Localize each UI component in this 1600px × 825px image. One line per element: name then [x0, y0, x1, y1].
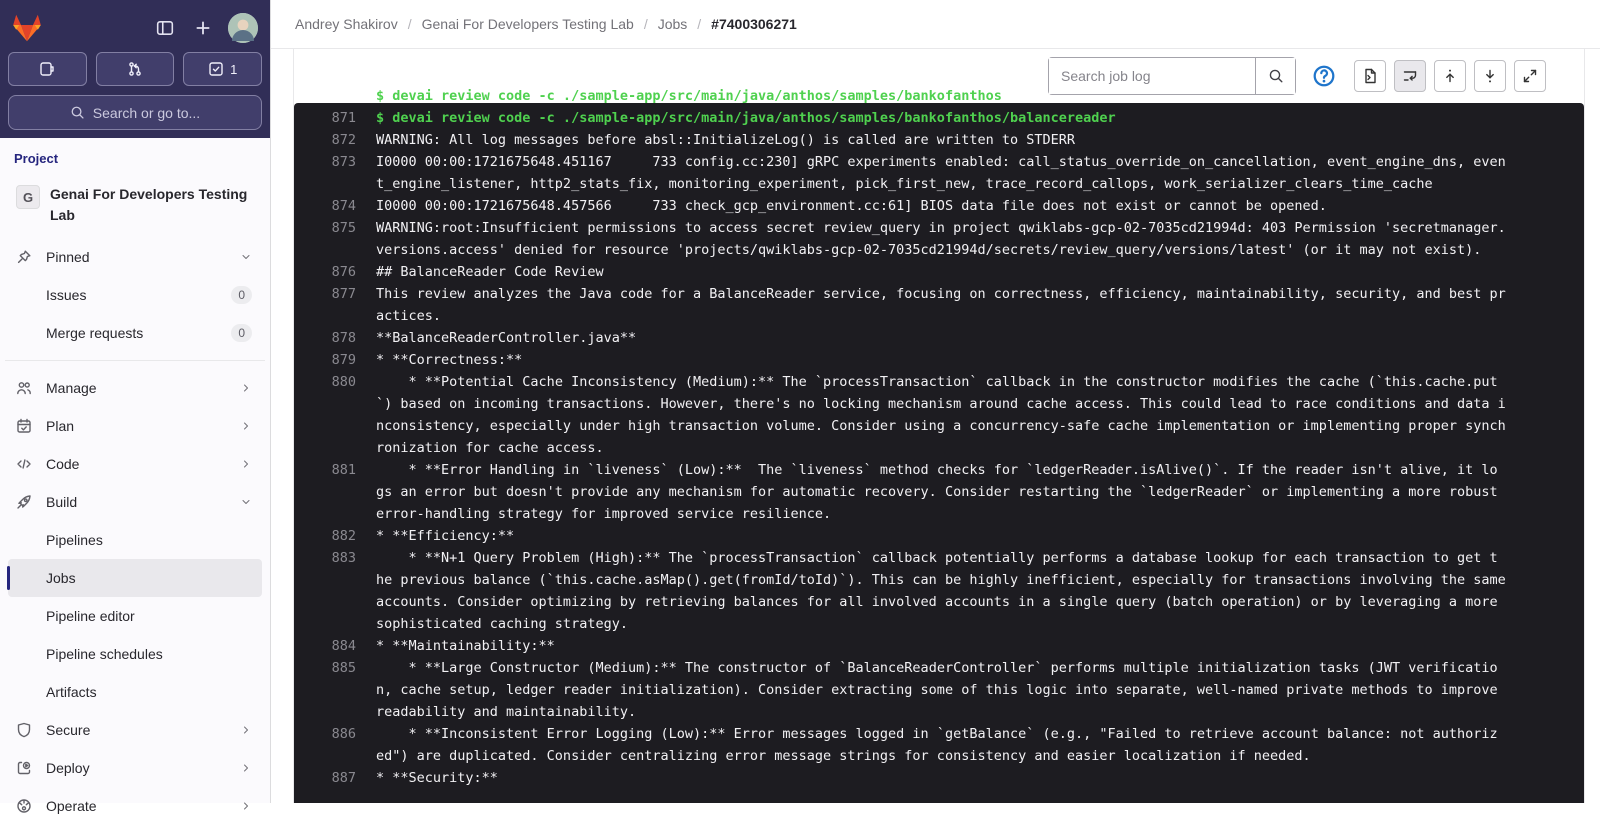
pin-icon	[16, 249, 32, 265]
project-avatar: G	[16, 185, 40, 209]
sidebar-item-build[interactable]: Build	[8, 483, 262, 521]
chevron-right-icon	[240, 458, 252, 470]
log-line-number[interactable]: 881	[331, 462, 356, 478]
project-name: Genai For Developers Testing Lab	[50, 186, 248, 223]
sidebar-item-secure[interactable]: Secure	[8, 711, 262, 749]
log-line-number[interactable]: 883	[331, 550, 356, 566]
deploy-icon	[16, 760, 32, 776]
breadcrumb-separator: /	[697, 16, 702, 32]
gitlab-logo[interactable]	[12, 14, 42, 42]
search-icon	[70, 105, 85, 120]
log-line	[294, 195, 1584, 217]
log-line-text: * **Maintainability:**	[376, 638, 555, 654]
log-line-text: * **Large Constructor (Medium):** The constructor of `BalanceReaderController` performs multiple initialization tasks (JWT verification, cache setup, ledger reader initialization). Consider extracting some of this logic into separate, well-named private methods to improve readability and maintainability.	[376, 660, 1506, 720]
doc-code-icon	[1362, 68, 1378, 84]
scroll-up-icon	[1442, 68, 1458, 84]
plus-icon	[194, 19, 212, 37]
sidebar-section-pinned[interactable]	[8, 238, 262, 276]
log-line-text: $ devai review code -c ./sample-app/src/main/java/anthos/samples/bankofanthos/balancereader	[376, 110, 1116, 126]
log-line-number[interactable]: 874	[331, 198, 356, 214]
task-check-icon	[208, 61, 224, 77]
user-avatar[interactable]	[228, 13, 258, 43]
sidebar-item-code[interactable]: Code	[8, 445, 262, 483]
log-line-number[interactable]: 875	[331, 220, 356, 236]
log-line-number[interactable]: 885	[331, 660, 356, 676]
sidebar-item-pipeline-schedules[interactable]: Pipeline schedules	[46, 646, 163, 662]
log-line-text: WARNING: All log messages before absl::InitializeLog() is called are written to STDERR	[376, 132, 1075, 148]
create-new-button[interactable]	[188, 13, 218, 43]
job-log[interactable]	[294, 88, 1584, 803]
sidebar-item-issues[interactable]: Issues 0	[8, 276, 262, 314]
chevron-right-icon	[240, 762, 252, 774]
log-line-text: ## BalanceReader Code Review	[376, 264, 604, 280]
chevron-right-icon	[240, 382, 252, 394]
expand-icon	[1522, 68, 1538, 84]
log-line-text: * **N+1 Query Problem (High):** The `processTransaction` callback potentially performs a database lookup for each transaction to get the previous balance (`this.cache.asMap().get(fromId/toId)`). This can be highly inefficient, especially for transactions involving the same accounts. Consider optimizing by retrieving balances for all involved accounts in a single query (batch operation) or by leveraging a more sophisticated caching strategy.	[376, 550, 1514, 632]
todos-shortcut-button[interactable]	[183, 52, 262, 86]
code-icon	[16, 456, 32, 472]
search-icon	[1268, 68, 1284, 84]
log-line	[294, 151, 1584, 195]
log-line-text: I0000 00:00:1721675648.457566 733 check_gcp_environment.cc:61] BIOS data file does not exist or cannot be opened.	[376, 198, 1327, 214]
breadcrumb	[271, 0, 1600, 49]
sidebar-item-deploy[interactable]: Deploy	[8, 749, 262, 787]
log-line-text: I0000 00:00:1721675648.451167 733 config.cc:230] gRPC experiments enabled: call_status_override_on_cancellation, event_engine_dns, event_engine_listener, http2_stats_fix, monitoring_experiment, pick_first_new, trace_record_callops, work_serializer_clears_time_cache	[376, 154, 1506, 192]
log-line	[294, 261, 1584, 283]
log-line-text: * **Efficiency:**	[376, 528, 515, 544]
log-line-number[interactable]: 882	[331, 528, 356, 544]
scroll-down-icon	[1482, 68, 1498, 84]
merge-requests-shortcut-button[interactable]	[96, 52, 175, 86]
sidebar-item-merge-requests[interactable]: Merge requests 0	[8, 314, 262, 352]
job-log-panel	[293, 49, 1585, 803]
sidebar-item-manage[interactable]: Manage	[8, 369, 262, 407]
log-line-number[interactable]: 880	[331, 374, 356, 390]
sidebar-item-jobs[interactable]: Jobs	[8, 559, 262, 597]
sidebar-divider	[5, 360, 265, 361]
breadcrumb-separator: /	[643, 16, 648, 32]
todo-count: 1	[230, 61, 238, 77]
log-line-number[interactable]: 887	[331, 770, 356, 786]
job-log-lines	[294, 107, 1584, 789]
log-line	[294, 349, 1584, 371]
chevron-right-icon	[240, 420, 252, 432]
log-line	[294, 283, 1584, 327]
issues-count-badge: 0	[231, 286, 252, 304]
log-line-text: This review analyzes the Java code for a BalanceReader service, focusing on correctness, efficiency, maintainability, security, and best practices.	[376, 286, 1506, 324]
sidebar-item-artifacts[interactable]: Artifacts	[46, 684, 97, 700]
log-line-text: * **Potential Cache Inconsistency (Medium):** The `processTransaction` callback in the constructor modifies the cache (`this.cache.put`) based on incoming transactions. However, there's no locking mechanism around cache access. This could lead to race conditions and data inconsistency, especially under high transaction volume. Consider using a concurrency-safe cache implementation or implementing proper synchronization for cache access.	[376, 374, 1506, 456]
log-line-number[interactable]: 871	[331, 110, 356, 126]
log-line	[294, 129, 1584, 151]
pinned-label: Pinned	[46, 249, 90, 265]
sidebar-item-plan[interactable]: Plan	[8, 407, 262, 445]
breadcrumb-job-id: #7400306271	[711, 16, 797, 32]
chevron-right-icon	[240, 724, 252, 736]
log-line-text: * **Security:**	[376, 770, 498, 786]
log-line-number[interactable]: 872	[331, 132, 356, 148]
log-line-text: **BalanceReaderController.java**	[376, 330, 637, 346]
log-line	[294, 217, 1584, 261]
log-line	[294, 635, 1584, 657]
soft-wrap-icon	[1402, 68, 1418, 84]
log-line	[294, 525, 1584, 547]
log-line-number[interactable]: 878	[331, 330, 356, 346]
breadcrumb-jobs[interactable]: Jobs	[657, 16, 688, 32]
users-icon	[16, 380, 32, 396]
shield-icon	[16, 722, 32, 738]
log-clipped-line: $ devai review code -c ./sample-app/src/main/java/anthos/samples/bankofanthos	[376, 88, 1002, 104]
sidebar-panel-icon	[156, 19, 174, 37]
issues-shortcut-button[interactable]	[8, 52, 87, 86]
breadcrumb-project[interactable]: Genai For Developers Testing Lab	[421, 16, 634, 32]
breadcrumb-separator: /	[407, 16, 412, 32]
log-line-text: * **Error Handling in `liveness` (Low):** The `liveness` method checks for `ledgerReader.isAlive()`. If the reader isn't alive, it logs an error but doesn't provide any mechanism for automatic recovery. Consider restarting the `ledgerReader` or implementing a more robust error-handling strategy for improved service resilience.	[376, 462, 1506, 522]
breadcrumb-user[interactable]: Andrey Shakirov	[295, 16, 398, 32]
issues-doc-icon	[39, 61, 55, 77]
log-line-number[interactable]: 884	[331, 638, 356, 654]
project-link[interactable]	[8, 178, 262, 232]
log-line-number[interactable]: 876	[331, 264, 356, 280]
log-line	[294, 767, 1584, 789]
global-search-label: Search or go to...	[92, 104, 201, 121]
log-line-text: * **Inconsistent Error Logging (Low):** Error messages logged in `getBalance` (e.g., "Failed to retrieve account balance: not authorized") are duplicated. Consider centralizing error message strings for consistency and easier localization if needed.	[376, 726, 1498, 764]
project-section-label: Project	[14, 151, 59, 166]
log-line	[294, 327, 1584, 349]
merge-request-icon	[127, 61, 143, 77]
sidebar-toggle-button[interactable]	[150, 13, 180, 43]
chevron-right-icon	[240, 800, 252, 812]
sidebar-item-operate[interactable]: Operate	[8, 787, 262, 825]
log-line-number[interactable]: 886	[331, 726, 356, 742]
log-line	[294, 547, 1584, 635]
calendar-icon	[16, 418, 32, 434]
log-line-text: WARNING:root:Insufficient permissions to access secret review_query in project qwiklabs-gcp-02-7035cd21994d: 403 Permission 'secretmanager.versions.access' denied for resource 'projects/qwiklabs-gcp-02-7035cd21994d/secrets/review_query/versions/latest' (or it may not exist).	[376, 220, 1506, 258]
log-line	[294, 107, 1584, 129]
sidebar-item-pipelines[interactable]: Pipelines	[46, 532, 103, 548]
rocket-icon	[16, 494, 32, 510]
global-search-button[interactable]	[8, 95, 262, 130]
chevron-down-icon	[240, 251, 252, 263]
log-line-number[interactable]: 873	[331, 154, 356, 170]
merge-requests-count-badge: 0	[231, 324, 252, 342]
super-sidebar	[0, 0, 271, 814]
log-line	[294, 657, 1584, 723]
sidebar-header	[0, 0, 270, 138]
log-line	[294, 459, 1584, 525]
log-line-number[interactable]: 877	[331, 286, 356, 302]
log-line	[294, 723, 1584, 767]
operate-icon	[16, 798, 32, 814]
sidebar-item-pipeline-editor[interactable]: Pipeline editor	[46, 608, 135, 624]
log-line-text: * **Correctness:**	[376, 352, 523, 368]
log-line	[294, 371, 1584, 459]
log-line-number[interactable]: 879	[331, 352, 356, 368]
chevron-down-icon	[240, 496, 252, 508]
